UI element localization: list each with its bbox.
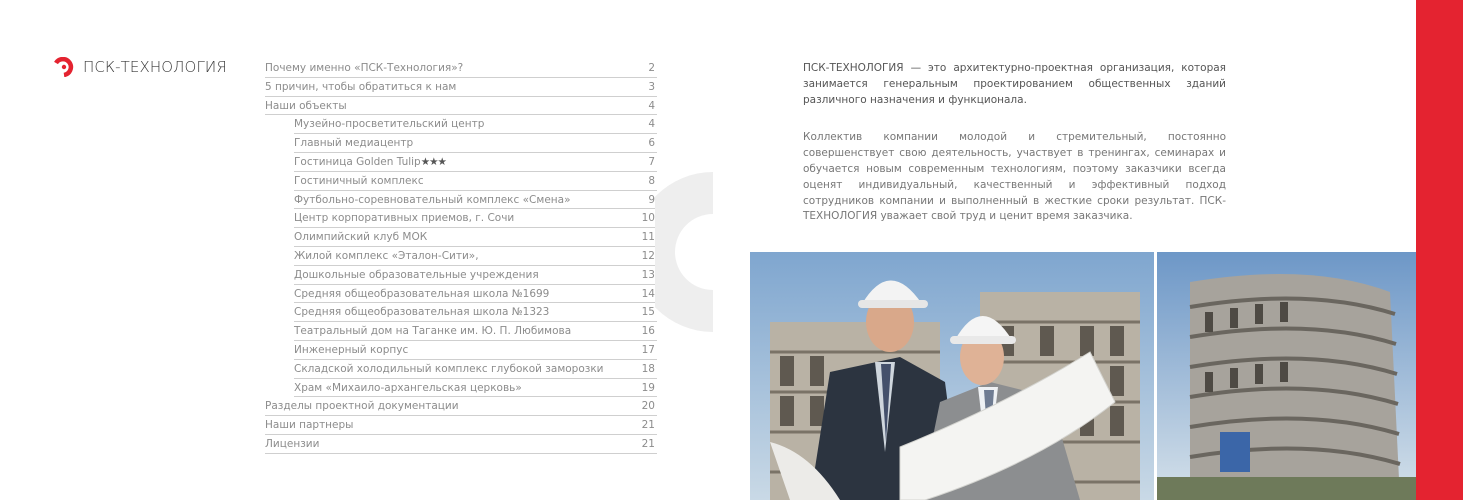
toc-row[interactable] [294, 228, 657, 247]
toc-page-number: 11 [641, 231, 655, 244]
toc-entry-title [265, 59, 463, 77]
company-intro [803, 61, 1226, 225]
toc-title-text: 5 причин, чтобы обратиться к нам [265, 80, 457, 93]
toc-entry-title [294, 341, 408, 359]
table-of-contents [265, 59, 657, 454]
toc-row[interactable] [265, 78, 657, 97]
toc-title-text: Театральный дом на Таганке им. Ю. П. Любимова [294, 325, 572, 338]
intro-paragraph-1: ПСК-ТЕХНОЛОГИЯ — это архитектурно-проектная организация, которая занимается генеральным проектированием общественных зданий различного назначения и функционала. [803, 62, 1226, 106]
toc-row[interactable] [294, 303, 657, 322]
toc-title-text: Почему именно «ПСК-Технология»? [265, 62, 464, 74]
toc-row[interactable] [265, 416, 657, 435]
toc-page-number: 14 [641, 287, 655, 300]
toc-entry-title [294, 228, 427, 246]
toc-page-number: 20 [641, 400, 655, 413]
toc-page-number: 18 [641, 362, 655, 375]
toc-entry-title [294, 303, 549, 321]
toc-entry-title [294, 379, 522, 397]
toc-title-text: Лицензии [265, 437, 320, 450]
toc-page-number: 13 [641, 268, 655, 281]
decorative-c-shape [655, 172, 715, 332]
toc-row[interactable] [294, 341, 657, 360]
toc-entry-title [265, 78, 456, 96]
toc-page-number: 2 [648, 62, 655, 74]
toc-row[interactable] [294, 115, 657, 134]
toc-row[interactable] [294, 360, 657, 379]
company-name: ПСК-ТЕХНОЛОГИЯ [83, 58, 227, 76]
toc-title-text: Музейно-просветительский центр [294, 118, 485, 131]
toc-row[interactable] [294, 153, 657, 172]
toc-entry-title [294, 360, 604, 378]
toc-title-text: Жилой комплекс «Эталон-Сити», [294, 249, 479, 262]
toc-row[interactable] [294, 322, 657, 341]
toc-entry-title [265, 97, 347, 115]
toc-entry-title [294, 115, 484, 133]
toc-entry-title [294, 153, 446, 171]
toc-row[interactable] [294, 209, 657, 228]
toc-entry-title [294, 322, 571, 340]
toc-title-text: Разделы проектной документации [265, 400, 459, 413]
toc-page-number: 3 [648, 80, 655, 93]
engineers-photo [750, 252, 1416, 500]
toc-page-number: 7 [648, 155, 655, 168]
toc-page-number: 10 [641, 212, 655, 225]
toc-entry-title [294, 191, 571, 209]
toc-title-text: Футбольно-соревновательный комплекс «Смена» [294, 193, 571, 206]
toc-row[interactable] [294, 191, 657, 210]
toc-row[interactable] [294, 379, 657, 398]
toc-page-number: 15 [641, 306, 655, 319]
toc-entry-title [265, 416, 353, 434]
toc-row[interactable] [294, 172, 657, 191]
toc-title-text: Олимпийский клуб МОК [294, 231, 428, 244]
toc-title-text: Центр корпоративных приемов, г. Сочи [294, 212, 515, 225]
toc-row[interactable] [294, 266, 657, 285]
toc-row[interactable] [265, 435, 657, 454]
toc-row[interactable] [294, 285, 657, 304]
toc-page-number: 16 [641, 325, 655, 338]
toc-page-number: 12 [641, 249, 655, 262]
toc-row[interactable] [294, 247, 657, 266]
toc-title-text: Главный медиацентр [294, 137, 414, 150]
company-logo [53, 57, 227, 77]
toc-page-number: 19 [641, 381, 655, 394]
toc-title-text: Гостиница Golden Tulip [294, 155, 421, 168]
toc-page-number: 9 [648, 193, 655, 206]
toc-title-text: Храм «Михаило-архангельская церковь» [294, 381, 522, 394]
toc-row[interactable] [294, 134, 657, 153]
toc-page-number: 4 [648, 99, 655, 112]
intro-paragraph-2: Коллектив компании молодой и стремительный, постоянно совершенствует свою деятельность, участвует в тренингах, семинарах и обучается новым современным технологиям, поэтому заказчики всегда оценят индивидуальный, качественный и эффективный подход сотрудников компании и выполненный в жесткие сроки результат. ПСК-ТЕХНОЛОГИЯ уважает свой труд и ценит время заказчика. [803, 131, 1226, 223]
toc-title-text: Инженерный корпус [294, 343, 409, 356]
toc-title-text: Дошкольные образовательные учреждения [294, 268, 539, 281]
toc-title-text: Средняя общеобразовательная школа №1699 [294, 287, 550, 300]
toc-title-text: Наши партнеры [265, 419, 354, 432]
toc-page-number: 21 [641, 437, 655, 450]
toc-row[interactable] [265, 397, 657, 416]
toc-title-text: Гостиничный комплекс [294, 174, 424, 187]
hotel-stars: ★★★ [420, 155, 446, 168]
toc-page-number: 8 [648, 174, 655, 187]
toc-title-text: Складской холодильный комплекс глубокой заморозки [294, 362, 604, 375]
toc-entry-title [265, 397, 459, 415]
toc-entry-title [265, 435, 319, 453]
toc-row[interactable] [265, 59, 657, 78]
toc-page-number: 4 [648, 118, 655, 131]
toc-title-text: Наши объекты [265, 99, 347, 112]
toc-title-text: Средняя общеобразовательная школа №1323 [294, 306, 550, 319]
toc-page-number: 17 [641, 343, 655, 356]
toc-page-number: 21 [641, 419, 655, 432]
toc-entry-title [294, 285, 549, 303]
toc-entry-title [294, 209, 514, 227]
toc-entry-title [294, 172, 424, 190]
toc-entry-title [294, 266, 539, 284]
toc-row[interactable] [265, 97, 657, 116]
toc-entry-title [294, 247, 479, 265]
red-side-bar [1416, 0, 1463, 500]
logo-mark-icon [53, 57, 75, 77]
toc-page-number: 6 [648, 137, 655, 150]
toc-entry-title [294, 134, 413, 152]
